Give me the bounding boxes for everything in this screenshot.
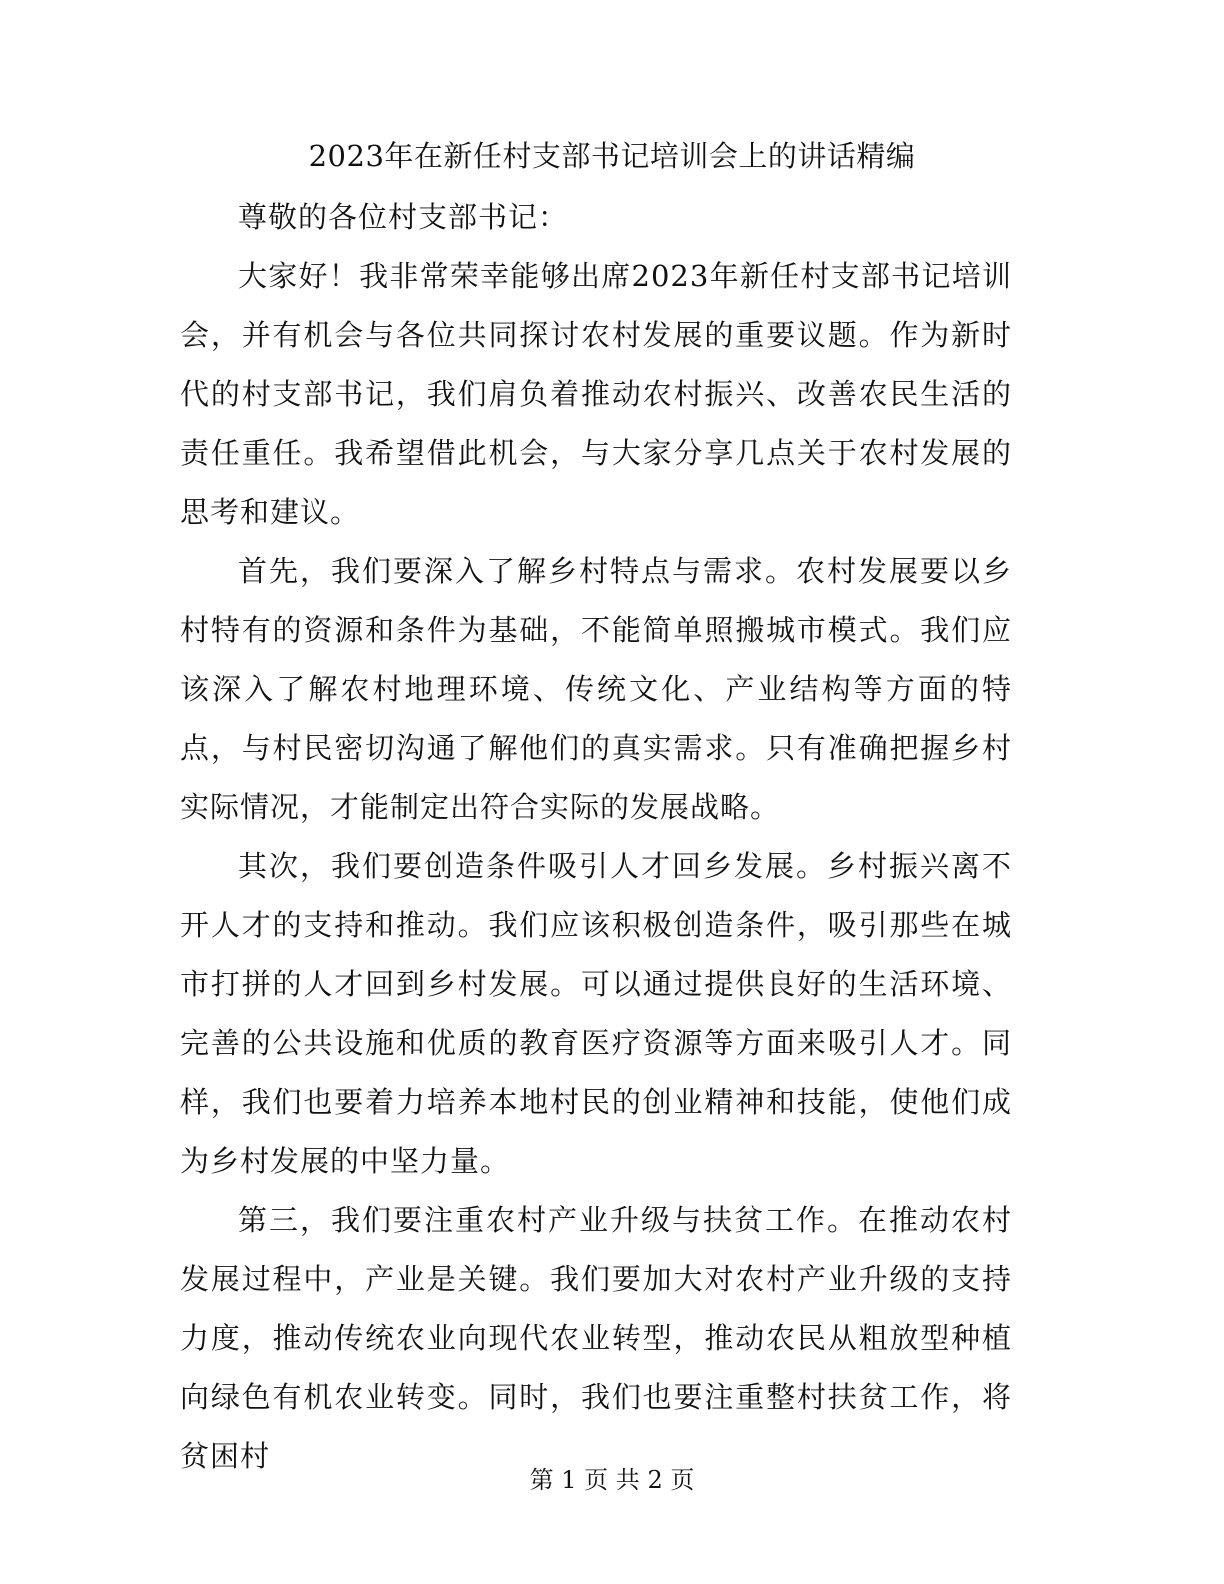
document-body: [180, 188, 1012, 1486]
body-paragraph: 其次，我们要创造条件吸引人才回乡发展。乡村振兴离不开人才的支持和推动。我们应该积极创造条件，吸引那些在城市打拼的人才回到乡村发展。可以通过提供良好的生活环境、完善的公共设施和优质的教育医疗资源等方面来吸引人才。同样，我们也要着力培养本地村民的创业精神和技能，使他们成为乡村发展的中坚力量。: [180, 849, 1012, 1178]
document-title: 2023年在新任村支部书记培训会上的讲话精编: [308, 139, 916, 173]
body-paragraph: 第三，我们要注重农村产业升级与扶贫工作。在推动农村发展过程中，产业是关键。我们要加大对农村产业升级的支持力度，推动传统农业向现代农业转型，推动农民从粗放型种植向绿色有机农业转变。同时，我们也要注重整村扶贫工作，将贫困村: [180, 1203, 1012, 1473]
body-paragraph: 首先，我们要深入了解乡村特点与需求。农村发展要以乡村特有的资源和条件为基础，不能简单照搬城市模式。我们应该深入了解农村地理环境、传统文化、产业结构等方面的特点，与村民密切沟通了解他们的真实需求。只有准确把握乡村实际情况，才能制定出符合实际的发展战略。: [180, 554, 1012, 824]
body-paragraph: 大家好！我非常荣幸能够出席2023年新任村支部书记培训会，并有机会与各位共同探讨农村发展的重要议题。作为新时代的村支部书记，我们肩负着推动农村振兴、改善农民生活的责任重任。我希望借此机会，与大家分享几点关于农村发展的思考和建议。: [180, 259, 1012, 529]
page-number-footer: 第 1 页 共 2 页: [529, 1466, 695, 1494]
greeting-paragraph: 尊敬的各位村支部书记：: [238, 200, 569, 234]
